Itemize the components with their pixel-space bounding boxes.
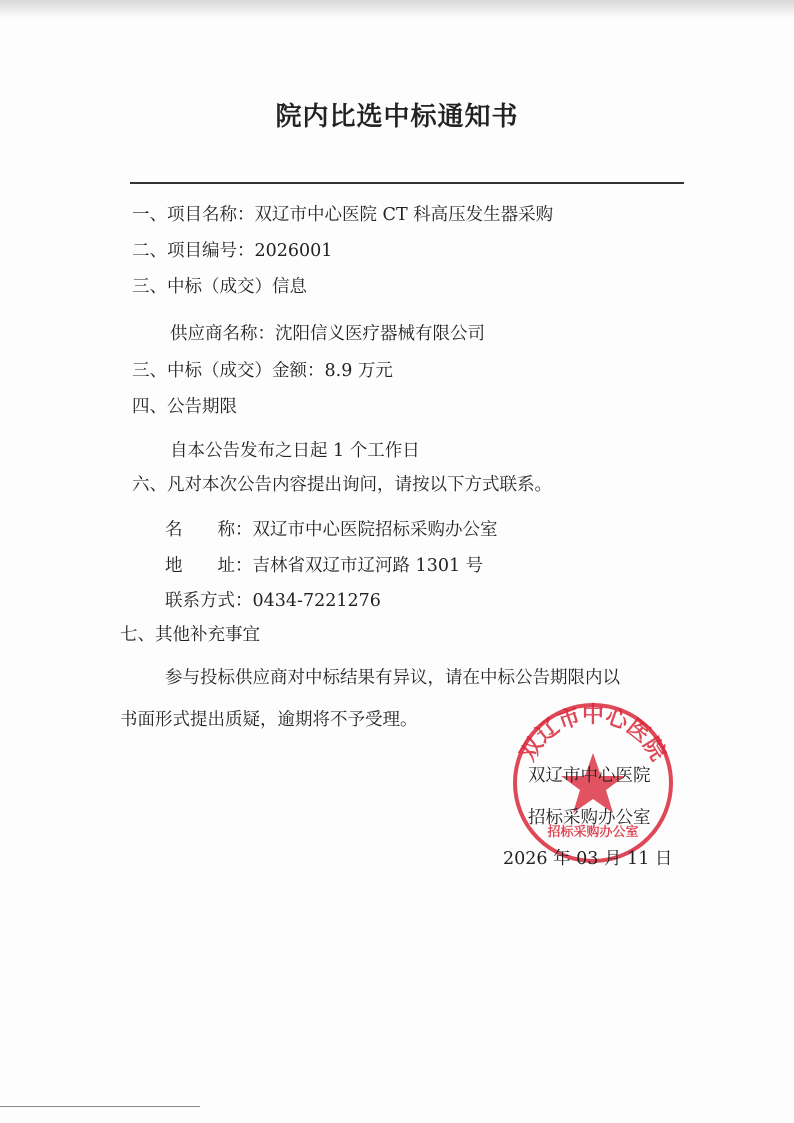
award-amount: 三、中标（成交）金额：8.9 万元 [132,361,393,381]
project-name: 一、项目名称：双辽市中心医院 CT 科高压发生器采购 [132,205,554,225]
signature-date: 2026 年 03 月 11 日 [503,849,673,869]
other-heading: 七、其他补充事宜 [120,625,260,645]
contact-name: 名 称：双辽市中心医院招标采购办公室 [165,520,498,540]
contact-address: 地 址：吉林省双辽市辽河路 1301 号 [165,556,484,576]
notice-period-heading: 四、公告期限 [132,397,237,417]
signature-dept: 招标采购办公室 [528,808,651,828]
contact-heading: 六、凡对本次公告内容提出询问，请按以下方式联系。 [132,475,552,495]
supplier-name: 供应商名称：沈阳信义医疗器械有限公司 [170,324,485,344]
award-info-heading: 三、中标（成交）信息 [132,277,307,297]
notice-period: 自本公告发布之日起 1 个工作日 [170,441,420,461]
scan-shadow [0,0,794,18]
scan-edge-line [0,1106,200,1107]
project-number: 二、项目编号：2026001 [132,241,333,261]
other-text-line2: 书面形式提出质疑，逾期将不予受理。 [120,710,418,730]
contact-phone: 联系方式：0434-7221276 [165,591,381,611]
title-divider [130,182,684,184]
svg-text:招标采购办公室: 招标采购办公室 [547,825,639,840]
other-text-line1: 参与投标供应商对中标结果有异议，请在中标公告期限内以 [165,668,620,688]
document-title: 院内比选中标通知书 [275,102,519,132]
svg-text:双辽市中心医院: 双辽市中心医院 [515,703,671,766]
signature-org: 双辽市中心医院 [528,766,651,786]
